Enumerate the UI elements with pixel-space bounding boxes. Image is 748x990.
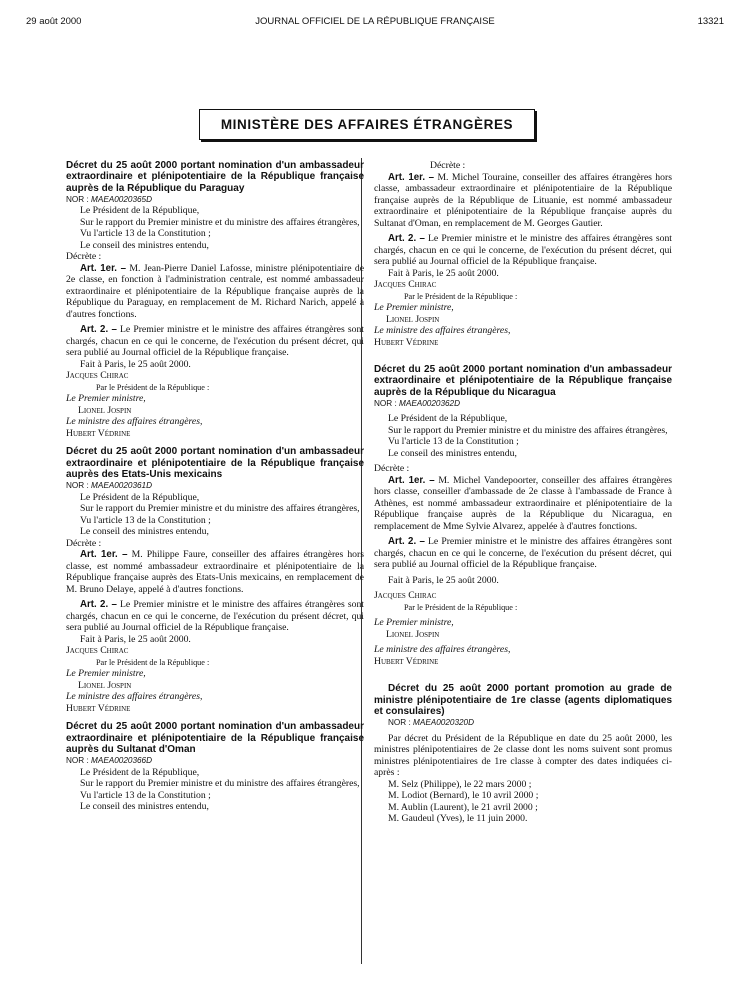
promotion-item: M. Aublin (Laurent), le 21 avril 2000 ; [388, 801, 538, 813]
nor-code: MAEA0020366D [91, 756, 153, 766]
par-le-president: Par le Président de la République : [404, 291, 518, 301]
president-signature: Jacques Chirac [374, 590, 437, 602]
promotion-item: M. Gaudeul (Yves), le 11 juin 2000. [388, 813, 528, 825]
decree-promotion [374, 683, 672, 824]
article-label: Art. 2. – [80, 599, 117, 611]
minister-title: Le ministre des affaires étrangères, [374, 644, 511, 656]
decree-oman [66, 721, 364, 812]
rapport-line: Sur le rapport du Premier ministre et du ministre des affaires étrangères, [80, 216, 360, 228]
promotion-intro: Par décret du Président de la République en date du 25 août 2000, les ministres plénipotentiaires de 2e classe dont les noms suivent sont promus ministres plénipotentiaires de 1re classe à compter des dates indiquées ci-après : [374, 732, 672, 779]
prime-minister-name: Lionel Jospin [386, 313, 440, 325]
prime-minister-title: Le Premier ministre, [374, 617, 454, 629]
minister-name: Hubert Védrine [374, 336, 439, 348]
president-line: Le Président de la République, [80, 205, 200, 217]
nor-label: NOR : [388, 718, 411, 728]
fait-line: Fait à Paris, le 25 août 2000. [80, 358, 191, 370]
nor-label: NOR : [374, 398, 397, 408]
conseil-line: Le conseil des ministres entendu, [80, 526, 209, 538]
par-le-president: Par le Président de la République : [404, 602, 518, 612]
minister-name: Hubert Védrine [66, 702, 131, 714]
vu-line: Vu l'article 13 de la Constitution ; [80, 514, 211, 526]
prime-minister-title: Le Premier ministre, [66, 668, 146, 680]
header-journal-title: JOURNAL OFFICIEL DE LA RÉPUBLIQUE FRANÇAISE [255, 16, 495, 27]
promotion-item: M. Selz (Philippe), le 22 mars 2000 ; [388, 778, 532, 790]
decrete-line: Décrète : [66, 251, 102, 263]
president-signature: Jacques Chirac [374, 279, 437, 290]
article-text: Le Premier ministre et le ministre des affaires étrangères sont chargés, chacun en ce qui le concerne, de l'exécution du présent décret, qui sera publié au Journal officiel de la République française. [374, 536, 672, 571]
article-1 [66, 549, 364, 595]
nor-code: MAEA0020320D [413, 718, 475, 728]
right-column [374, 160, 672, 825]
nor-code: MAEA0020365D [91, 194, 153, 204]
prime-minister-title: Le Premier ministre, [66, 393, 146, 405]
nor-label: NOR : [66, 756, 89, 766]
nor-code: MAEA0020362D [399, 398, 461, 408]
conseil-line: Le conseil des ministres entendu, [388, 447, 517, 459]
header-page-number: 13321 [697, 16, 724, 27]
article-text: Le Premier ministre et le ministre des affaires étrangères sont chargés, chacun en ce qui le concerne, de l'exécution du présent décret, qui sera publié au Journal officiel de la République française. [66, 599, 364, 634]
article-2 [374, 536, 672, 571]
article-text: M. Jean-Pierre Daniel Lafosse, ministre plénipotentiaire de 2e classe, en fonction à l'administration centrale, est nommé ambassadeur extraordinaire et plénipotentiaire de la République française auprès de la République du Paraguay, en remplacement de M. Richard Narich, appelé à d'autres fonctions. [66, 262, 365, 320]
nor-line [66, 755, 364, 767]
nor-line [66, 480, 364, 492]
minister-title: Le ministre des affaires étrangères, [66, 691, 203, 703]
article-label: Art. 2. – [80, 324, 117, 336]
rapport-line: Sur le rapport du Premier ministre et du ministre des affaires étrangères, [388, 424, 668, 436]
decrete-line: Décrète : [66, 537, 102, 549]
decree-nicaragua [374, 364, 672, 667]
minister-title: Le ministre des affaires étrangères, [374, 325, 511, 336]
header-date: 29 août 2000 [26, 16, 82, 27]
fait-line: Fait à Paris, le 25 août 2000. [80, 633, 191, 645]
prime-minister-name: Lionel Jospin [78, 679, 132, 691]
article-1 [374, 172, 672, 230]
president-line: Le Président de la République, [80, 491, 200, 503]
left-column [66, 160, 364, 813]
article-text: M. Philippe Faure, conseiller des affaires étrangères hors classe, est nommé ambassadeur extraordinaire et plénipotentiaire de la République française auprès des Etats-Unis mexicains, en remplacement de M. Bruno Delaye, appelé à d'autres fonctions. [66, 549, 365, 595]
minister-name: Hubert Védrine [374, 655, 439, 667]
decree-title: Décret du 25 août 2000 portant nomination d'un ambassadeur extraordinaire et plénipotentiaire de la République française auprès des Etats-Unis mexicains [66, 446, 364, 480]
article-2 [374, 233, 672, 268]
article-1 [374, 475, 672, 533]
ministry-box [199, 109, 535, 140]
prime-minister-name: Lionel Jospin [386, 628, 440, 640]
promotion-item: M. Lodiot (Bernard), le 10 avril 2000 ; [388, 790, 539, 802]
decree-mexique [66, 446, 364, 714]
president-signature: Jacques Chirac [66, 645, 129, 657]
vu-line: Vu l'article 13 de la Constitution ; [388, 436, 519, 448]
par-le-president: Par le Président de la République : [96, 382, 210, 392]
article-label: Art. 1er. – [80, 262, 126, 274]
article-label: Art. 1er. – [388, 474, 435, 486]
prime-minister-title: Le Premier ministre, [374, 302, 454, 313]
rapport-line: Sur le rapport du Premier ministre et du ministre des affaires étrangères, [80, 503, 360, 515]
decree-title: Décret du 25 août 2000 portant promotion au grade de ministre plénipotentiaire de 1re classe (agents diplomatiques et consulaires) [374, 683, 672, 717]
nor-line [374, 398, 672, 410]
president-line: Le Président de la République, [80, 766, 200, 778]
nor-line [374, 717, 672, 729]
article-text: M. Michel Touraine, conseiller des affaires étrangères hors classe, ambassadeur extraordinaire et plénipotentiaire de la République française auprès de la République de Lituanie, est nommé ambassadeur extraordinaire et plénipotentiaire de la République française auprès du Sultanat d'Oman, en remplacement de M. Georges Gautier. [374, 171, 672, 229]
conseil-line: Le conseil des ministres entendu, [80, 801, 209, 813]
prime-minister-name: Lionel Jospin [78, 404, 132, 416]
nor-label: NOR : [66, 194, 89, 204]
nor-code: MAEA0020361D [91, 481, 153, 491]
article-1 [66, 263, 364, 321]
fait-line: Fait à Paris, le 25 août 2000. [388, 574, 499, 586]
ministry-title: MINISTÈRE DES AFFAIRES ÉTRANGÈRES [220, 117, 514, 132]
vu-line: Vu l'article 13 de la Constitution ; [80, 789, 211, 801]
article-label: Art. 2. – [388, 233, 425, 244]
article-label: Art. 1er. – [80, 549, 128, 561]
rapport-line: Sur le rapport du Premier ministre et du ministre des affaires étrangères, [80, 778, 360, 790]
decrete-line: Décrète : [430, 160, 466, 171]
par-le-president: Par le Président de la République : [96, 657, 210, 667]
decree-paraguay [66, 160, 364, 439]
vu-line: Vu l'article 13 de la Constitution ; [80, 228, 211, 240]
article-2 [66, 599, 364, 634]
decree-title: Décret du 25 août 2000 portant nomination d'un ambassadeur extraordinaire et plénipotentiaire de la République française auprès de la République du Nicaragua [374, 364, 672, 398]
conseil-line: Le conseil des ministres entendu, [80, 239, 209, 251]
nor-line [66, 194, 364, 206]
decree-oman-continued [374, 160, 672, 348]
minister-name: Hubert Védrine [66, 427, 131, 439]
president-signature: Jacques Chirac [66, 370, 129, 382]
decree-title: Décret du 25 août 2000 portant nomination d'un ambassadeur extraordinaire et plénipotentiaire de la République française auprès du Sultanat d'Oman [66, 721, 364, 755]
decree-title: Décret du 25 août 2000 portant nomination d'un ambassadeur extraordinaire et plénipotentiaire de la République française auprès de la République du Paraguay [66, 160, 364, 194]
page-header [26, 16, 724, 30]
president-line: Le Président de la République, [388, 413, 508, 425]
article-2 [66, 324, 364, 359]
article-label: Art. 2. – [388, 536, 425, 548]
decrete-line: Décrète : [374, 463, 410, 475]
nor-label: NOR : [66, 481, 89, 491]
article-text: M. Michel Vandepoorter, conseiller des affaires étrangères hors classe, conseiller d'ambassade de 2e classe à l'ambassade de France à Athènes, est nommé ambassadeur extraordinaire et plénipotentiaire de la République française auprès de la République du Nicaragua, en remplacement de Mme Sylvie Alvarez, appelée à d'autres fonctions. [374, 474, 673, 532]
article-text: Le Premier ministre et le ministre des affaires étrangères sont chargés, chacun en ce qui le concerne, de l'exécution du présent décret, qui sera publié au Journal officiel de la République française. [374, 233, 672, 267]
article-label: Art. 1er. – [388, 171, 435, 183]
fait-line: Fait à Paris, le 25 août 2000. [388, 267, 499, 279]
article-text: Le Premier ministre et le ministre des affaires étrangères sont chargés, chacun en ce qui le concerne, de l'exécution du présent décret, qui sera publié au Journal officiel de la République française. [66, 324, 364, 359]
minister-title: Le ministre des affaires étrangères, [66, 416, 203, 428]
